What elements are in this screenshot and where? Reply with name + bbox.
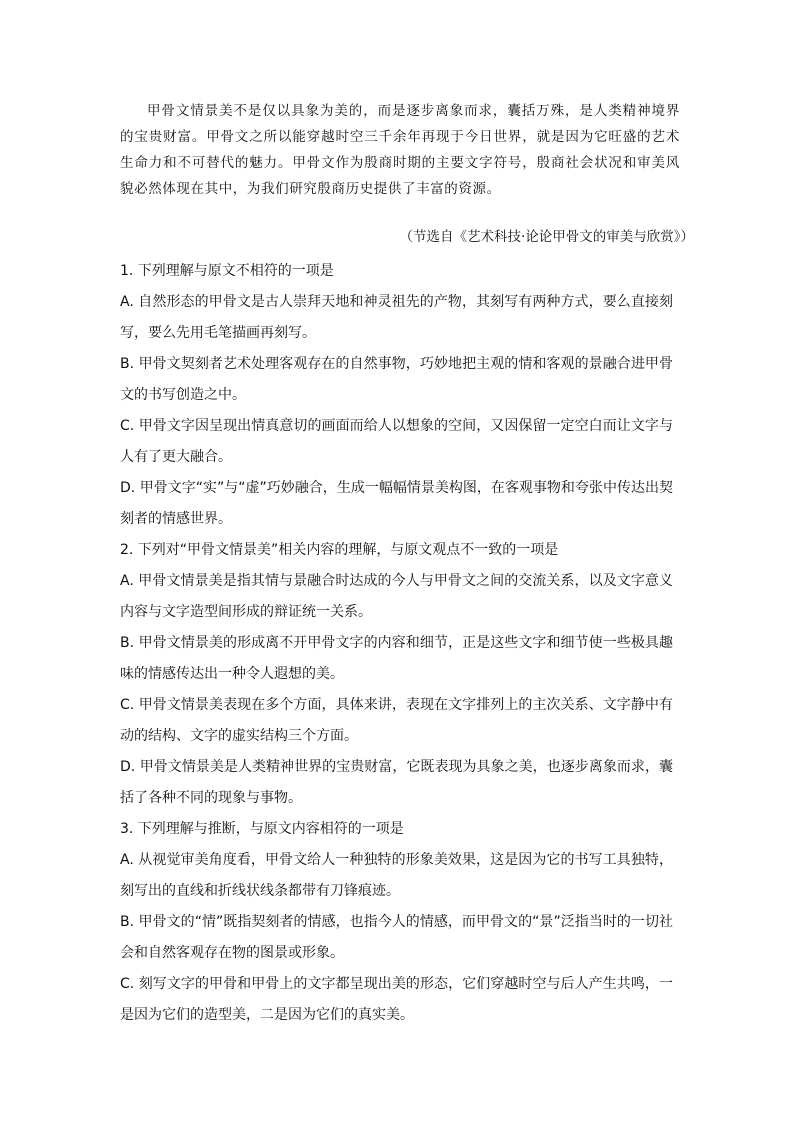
option-b: B. 甲骨文的“情”既指契刻者的情感，也指今人的情感，而甲骨文的“景”泛指当时的一切社会和自然客观存在物的图景或形象。 xyxy=(120,914,673,961)
option-a: A. 从视觉审美角度看，甲骨文给人一种独特的形象美效果，这是因为它的书写工具独特，刻写出的直线和折线状线条都带有刀锋痕迹。 xyxy=(120,852,673,899)
question-stem: 2. 下列对“甲骨文情景美”相关内容的理解，与原文观点不一致的一项是 xyxy=(120,542,559,558)
option-a: A. 自然形态的甲骨文是古人崇拜天地和神灵祖先的产物，其刻写有两种方式，要么直接刻写，要么先用毛笔描画再刻写。 xyxy=(120,294,673,341)
question-stem: 1. 下列理解与原文不相符的一项是 xyxy=(120,263,334,279)
passage-source-citation: （节选自《艺术科技·论论甲骨文的审美与欣赏》） xyxy=(399,229,694,245)
question-1 xyxy=(120,256,673,535)
option-c: C. 刻写文字的甲骨和甲骨上的文字都呈现出美的形态，它们穿越时空与后人产生共鸣，一是因为它们的造型美，二是因为它们的真实美。 xyxy=(120,976,673,1023)
option-d: D. 甲骨文字“实”与“虚”巧妙融合，生成一幅幅情景美构图，在客观事物和夸张中传达出契刻者的情感世界。 xyxy=(120,480,673,527)
question-stem: 3. 下列理解与推断，与原文内容相符的一项是 xyxy=(120,821,404,837)
option-d: D. 甲骨文情景美是人类精神世界的宝贵财富，它既表现为具象之美，也逐步离象而求，囊括了各种不同的现象与事物。 xyxy=(120,759,673,806)
question-list xyxy=(120,256,673,1031)
option-b: B. 甲骨文情景美的形成离不开甲骨文字的内容和细节，正是这些文字和细节使一些极具趣味的情感传达出一种令人遐想的美。 xyxy=(120,635,673,682)
option-b: B. 甲骨文契刻者艺术处理客观存在的自然事物，巧妙地把主观的情和客观的景融合进甲骨文的书写创造之中。 xyxy=(120,356,673,403)
question-2 xyxy=(120,535,673,814)
option-a: A. 甲骨文情景美是指其情与景融合时达成的今人与甲骨文之间的交流关系，以及文字意义内容与文字造型间形成的辩证统一关系。 xyxy=(120,573,673,620)
option-c: C. 甲骨文情景美表现在多个方面，具体来讲，表现在文字排列上的主次关系、文字静中有动的结构、文字的虚实结构三个方面。 xyxy=(120,697,673,744)
question-3 xyxy=(120,814,673,1031)
option-c: C. 甲骨文字因呈现出情真意切的画面而给人以想象的空间，又因保留一定空白而让文字与人有了更大融合。 xyxy=(120,418,673,465)
passage-paragraph: 甲骨文情景美不是仅以具象为美的，而是逐步离象而求，囊括万殊，是人类精神境界的宝贵财富。甲骨文之所以能穿越时空三千余年再现于今日世界，就是因为它旺盛的艺术生命力和不可替代的魅力。甲骨文作为殷商时期的主要文字符号，殷商社会状况和审美风貌必然体现在其中，为我们研究殷商历史提供了丰富的资源。 xyxy=(120,103,680,197)
